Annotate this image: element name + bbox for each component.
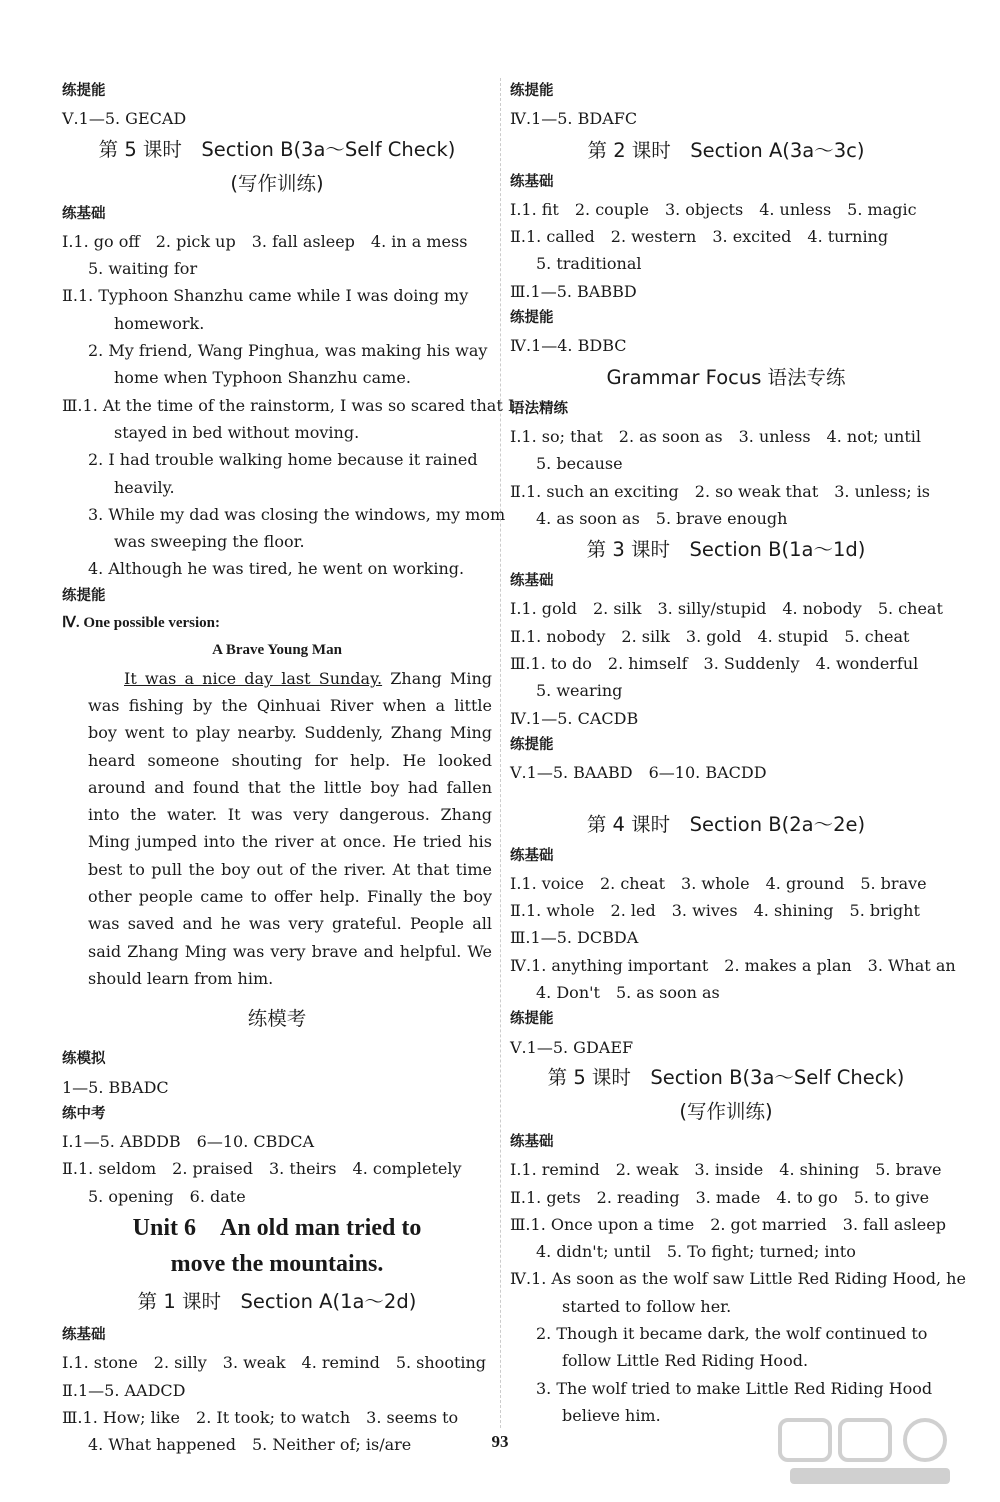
answer-line: 1—5. BBADC [62, 1077, 169, 1097]
essay-body [62, 665, 492, 993]
answer-line: started to follow her. [562, 1296, 732, 1316]
answer-line: Ⅰ.1. gold 2. silk 3. silly/stupid 4. nobody 5. cheat [510, 599, 943, 619]
page-number: 93 [491, 1432, 509, 1451]
category-label: 练基础 [510, 173, 554, 190]
lesson-heading: 第 5 课时 Section B(3a～Self Check) [547, 1065, 905, 1089]
answer-line: 5. wearing [536, 681, 623, 701]
right-column [510, 78, 966, 1429]
unit-title: Unit 6 An old man tried to [132, 1214, 422, 1241]
answer-line: Ⅱ.1. nobody 2. silk 3. gold 4. stupid 5. cheat [510, 626, 910, 646]
answer-line: heavily. [114, 477, 175, 497]
answer-line: Ⅱ.1. called 2. western 3. excited 4. turning [510, 227, 889, 247]
answer-line: 3. While my dad was closing the windows, my mom [88, 504, 506, 524]
essay-title: A Brave Young Man [212, 642, 342, 659]
answer-line: Ⅴ.1—5. GDAEF [510, 1037, 634, 1057]
answer-line: 4. didn't; until 5. To fight; turned; into [536, 1242, 856, 1262]
answer-line: Ⅳ.1. anything important 2. makes a plan 3. What an [510, 955, 956, 975]
lesson-heading: 第 2 课时 Section A(3a～3c) [587, 138, 865, 162]
answer-line: was sweeping the floor. [114, 532, 305, 552]
answer-line: 2. I had trouble walking home because it rained [88, 450, 478, 470]
category-label: 练基础 [62, 205, 106, 222]
lesson-heading: 第 4 课时 Section B(2a～2e) [586, 812, 866, 836]
column-divider [500, 78, 501, 1428]
unit-title: move the mountains. [170, 1250, 384, 1277]
category-label: 练提能 [510, 310, 554, 327]
answer-line: Ⅰ.1. stone 2. silly 3. weak 4. remind 5. shooting [62, 1353, 487, 1373]
answer-line: Ⅱ.1. seldom 2. praised 3. theirs 4. completely [62, 1159, 462, 1179]
answer-line: Ⅲ.1—5. BABBD [510, 281, 637, 301]
answer-line: Ⅲ.1. to do 2. himself 3. Suddenly 4. wonderful [510, 654, 919, 674]
section-heading: Grammar Focus 语法专练 [606, 365, 846, 389]
answer-line: 2. My friend, Wang Pinghua, was making his way [88, 341, 488, 361]
answer-line: Ⅰ.1. voice 2. cheat 3. whole 4. ground 5. brave [510, 873, 927, 893]
category-label: 练提能 [62, 587, 106, 604]
answer-line: Ⅱ.1—5. AADCD [62, 1380, 186, 1400]
answer-line: Ⅱ.1. Typhoon Shanzhu came while I was doing my [62, 286, 469, 306]
answer-line: Ⅱ.1. such an exciting 2. so weak that 3. unless; is [510, 481, 931, 501]
answer-line: Ⅲ.1—5. DCBDA [510, 928, 639, 948]
answer-line: 2. Though it became dark, the wolf continued to [536, 1323, 928, 1343]
answer-line: stayed in bed without moving. [114, 422, 360, 442]
lesson-heading: 第 3 课时 Section B(1a～1d) [586, 538, 866, 562]
category-label: 练模拟 [62, 1051, 106, 1068]
answer-line: Ⅱ.1. whole 2. led 3. wives 4. shining 5. bright [510, 901, 920, 921]
answer-line: Ⅲ.1. How; like 2. It took; to watch 3. seems to [62, 1407, 459, 1427]
answer-line: homework. [114, 313, 205, 333]
answer-line: 4. What happened 5. Neither of; is/are [88, 1435, 412, 1455]
answer-line: believe him. [562, 1405, 661, 1425]
category-label: 语法精练 [510, 400, 568, 417]
watermark-logo-icon [770, 1412, 970, 1492]
answer-line: 4. as soon as 5. brave enough [536, 508, 788, 528]
answer-line: Ⅰ.1. go off 2. pick up 3. fall asleep 4. in a mess [62, 231, 468, 251]
category-label: 练基础 [510, 1133, 554, 1150]
answer-line: Ⅰ.1. fit 2. couple 3. objects 4. unless 5. magic [510, 199, 917, 219]
section-heading: 练模考 [247, 1007, 307, 1031]
answer-line: 5. opening 6. date [88, 1186, 246, 1206]
lesson-subheading: (写作训练) [679, 1099, 773, 1123]
category-label: 练提能 [510, 1011, 554, 1028]
answer-line: Ⅴ.1—5. BAABD 6—10. BACDD [510, 763, 767, 783]
answer-line: 5. because [536, 454, 623, 474]
answer-line: follow Little Red Riding Hood. [562, 1351, 809, 1371]
category-label: 练提能 [510, 83, 554, 99]
category-label: 练基础 [510, 847, 554, 864]
answer-line: Ⅱ.1. gets 2. reading 3. made 4. to go 5. to give [510, 1187, 930, 1207]
answer-line: Ⅳ.1—5. BDAFC [510, 109, 638, 129]
lesson-heading: 第 1 课时 Section A(1a～2d) [137, 1289, 417, 1313]
answer-line: 5. waiting for [88, 259, 198, 279]
answer-line: Ⅲ.1. Once upon a time 2. got married 3. fall asleep [510, 1214, 946, 1234]
answer-line: Ⅴ.1—5. GECAD [62, 109, 187, 129]
essay-first-sentence: It was a nice day last Sunday. [124, 668, 383, 688]
category-label: 练提能 [510, 736, 554, 753]
category-label: 练基础 [510, 573, 554, 590]
category-label: 练中考 [62, 1105, 106, 1122]
answer-line: Ⅳ.1. As soon as the wolf saw Little Red Riding Hood, he [510, 1269, 966, 1289]
essay-intro: Ⅳ. One possible version: [62, 615, 221, 632]
category-label: 练基础 [62, 1326, 106, 1343]
essay-rest: Zhang Ming was fishing by the Qinhuai River when a little boy went to play nearby. Suddenly, Zhang Ming heard someone shouting for help. He looked around and found that the little boy had fallen into the water. It was very dangerous. Zhang Ming jumped into the river at once. He tried his best to pull the boy out of the river. At that time other people came to offer help. Finally the boy was saved and he was very grateful. People all said Zhang Ming was very brave and helpful. We should learn from him. [88, 668, 492, 988]
answer-line: home when Typhoon Shanzhu came. [114, 368, 411, 388]
answer-line: Ⅰ.1. so; that 2. as soon as 3. unless 4. not; until [510, 426, 922, 446]
answer-line: 4. Although he was tired, he went on working. [88, 559, 465, 579]
lesson-subheading: (写作训练) [230, 171, 324, 195]
answer-line: Ⅰ.1. remind 2. weak 3. inside 4. shining 5. brave [510, 1160, 942, 1180]
answer-line: Ⅳ.1—5. CACDB [510, 708, 639, 728]
answer-line: Ⅳ.1—4. BDBC [510, 336, 627, 356]
answer-line: 5. traditional [536, 254, 642, 274]
category-label: 练提能 [62, 83, 106, 99]
answer-line: 4. Don't 5. as soon as [536, 983, 720, 1003]
answer-line: Ⅰ.1—5. ABDDB 6—10. CBDCA [62, 1132, 315, 1152]
answer-line: Ⅲ.1. At the time of the rainstorm, I was so scared that I [62, 395, 515, 415]
answer-line: 3. The wolf tried to make Little Red Riding Hood [536, 1378, 933, 1398]
lesson-heading: 第 5 课时 Section B(3a～Self Check) [98, 137, 456, 161]
